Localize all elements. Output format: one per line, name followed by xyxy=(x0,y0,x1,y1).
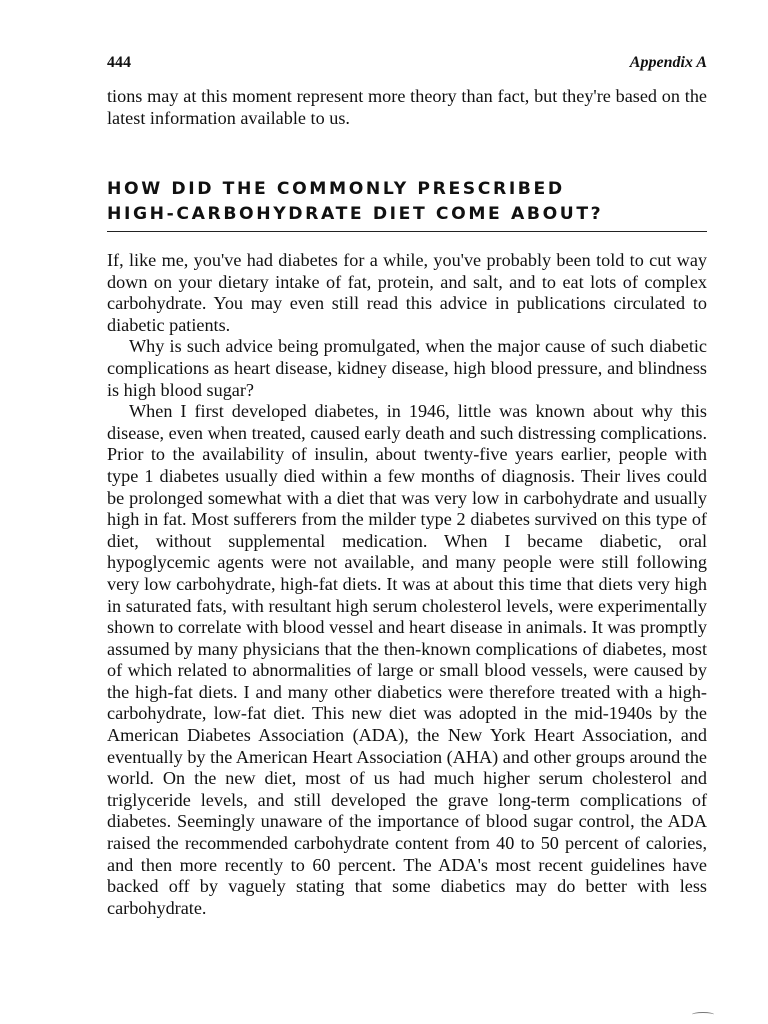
page-curl-mark xyxy=(692,1012,714,1017)
paragraph-2: Why is such advice being promulgated, when the major cause of such diabetic complications as heart disease, kidney disease, high blood pressure, and blindness is high blood sugar? xyxy=(107,336,707,400)
paragraph-1: If, like me, you've had diabetes for a while, you've probably been told to cut way down on your dietary intake of fat, protein, and salt, and to eat lots of complex carbohydrate. You may even still read this advice in publications circulated to diabetic patients. xyxy=(107,250,707,335)
page-number: 444 xyxy=(107,54,131,71)
continuation-paragraph: tions may at this moment represent more theory than fact, but they're based on the latest information available to us. xyxy=(107,86,707,128)
section-title: Appendix A xyxy=(629,54,707,71)
section-heading-line-2: HIGH-CARBOHYDRATE DIET COME ABOUT? xyxy=(107,204,604,224)
section-heading-line-1: HOW DID THE COMMONLY PRESCRIBED xyxy=(107,179,565,199)
body-text xyxy=(107,250,707,919)
paragraph-3: When I first developed diabetes, in 1946, little was known about why this disease, even when treated, caused early death and such distressing complications. Prior to the availability of insulin, about twenty-five years earlier, people with type 1 diabetes usually died within a few months of diagnosis. Their lives could be prolonged somewhat with a diet that was very low in carbohydrate and usually high in fat. Most sufferers from the milder type 2 diabetes survived on this type of diet, without supplemental medication. When I became diabetic, oral hypoglycemic agents were not available, and many people were still following very low carbohydrate, high-fat diets. It was at about this time that diets very high in saturated fats, with resultant high serum cholesterol levels, were experimentally shown to correlate with blood vessel and heart disease in animals. It was promptly assumed by many physicians that the then-known complications of diabetes, most of which related to abnormalities of large or small blood vessels, were caused by the high-fat diets. I and many other diabetics were therefore treated with a high-carbohydrate, low-fat diet. This new diet was adopted in the mid-1940s by the American Diabetes Association (ADA), the New York Heart Association, and eventually by the American Heart Association (AHA) and other groups around the world. On the new diet, most of us had much higher serum cholesterol and triglyceride levels, and still developed the grave long-term complications of diabetes. Seemingly unaware of the importance of blood sugar control, the ADA raised the recommended carbohydrate content from 40 to 50 percent of calories, and then more recently to 60 percent. The ADA's most recent guidelines have backed off by vaguely stating that some diabetics may do better with less carbohydrate. xyxy=(107,401,707,918)
running-header xyxy=(107,54,707,76)
book-page xyxy=(107,54,707,919)
section-heading xyxy=(107,177,707,232)
